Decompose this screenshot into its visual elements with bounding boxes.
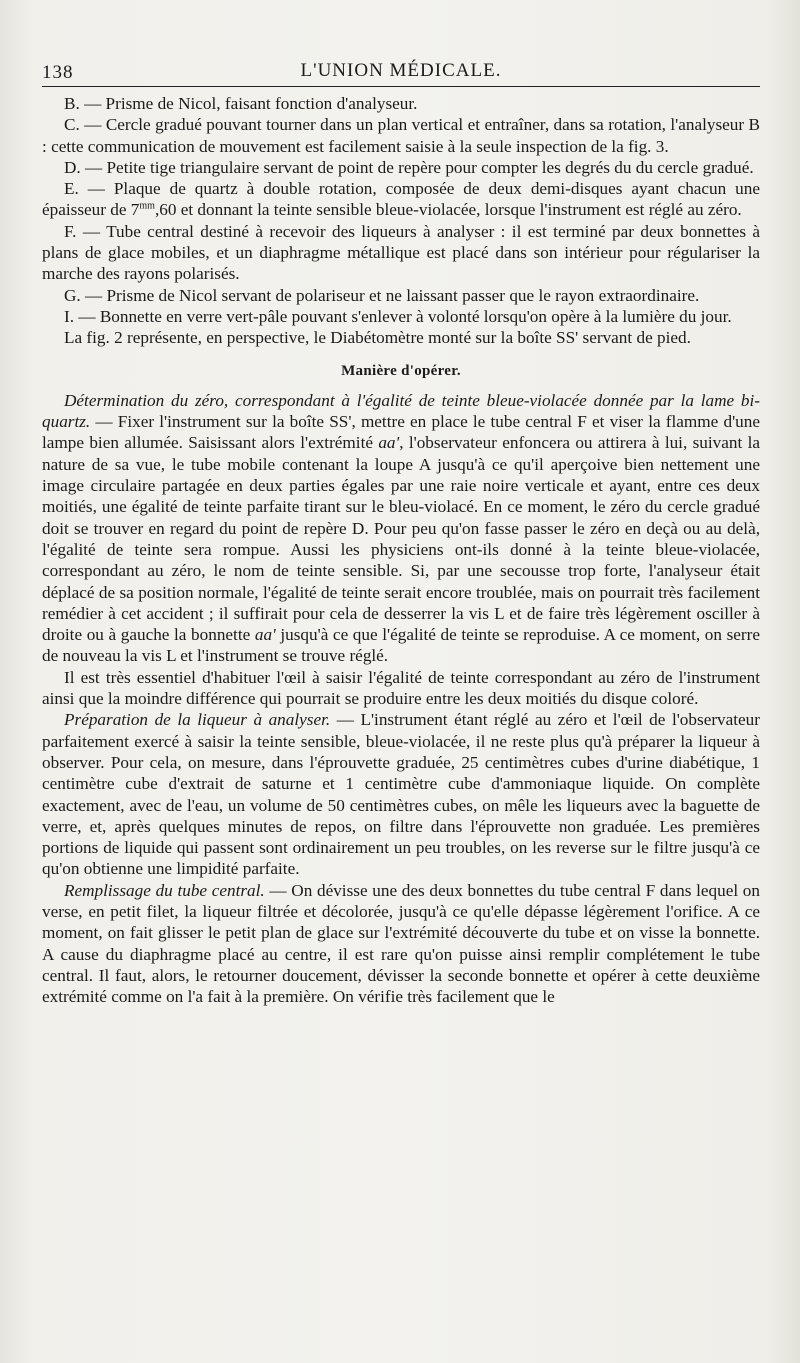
journal-title: L'UNION MÉDICALE. [300, 60, 502, 81]
legend-entry-f: F. — Tube central destiné à recevoir des liqueurs à analyser : il est terminé par deux bonnettes à plans de glace mobiles, et un diaphragme métallique est placé dans son intérieur pour régulariser la marche des rayons polarisés. [42, 221, 760, 284]
filling-title: Remplissage du tube central. [64, 880, 265, 900]
page-number: 138 [42, 62, 74, 83]
legend-entry-d: D. — Petite tige triangulaire servant de point de repère pour compter les degrés du du cercle gradué. [64, 157, 754, 177]
zero-determination-title: Détermination du zéro, correspondant à l'égalité de teinte bleue-violacée donnée par la lame bi-quartz. [42, 390, 760, 432]
filling-paragraph: Remplissage du tube central. — On dévisse une des deux bonnettes du tube central F dans lequel on verse, en petit filet, la liqueur filtrée et décolorée, jusqu'à ce qu'elle dépasse légèrement l'orifice. A ce moment, on fait glisser le petit plan de glace sur l'extrémité découverte du tube et on visse la bonnette. A cause du diaphragme placé au centre, il est rare qu'on puisse ainsi remplir complétement le tube central. Il faut, alors, le retourner doucement, dévisser la seconde bonnette et opérer à cette deuxième extrémité comme on l'a fait à la première. On vérifie très facilement que le [42, 880, 760, 1007]
section-heading: Manière d'opérer. [341, 362, 461, 379]
legend-entry-b: B. — Prisme de Nicol, faisant fonction d'analyseur. [64, 94, 418, 113]
figure-paragraph: La fig. 2 représente, en perspective, le Diabétomètre monté sur la boîte SS' servant de pied. [64, 328, 691, 348]
legend-entry-g: G. — Prisme de Nicol servant de polariseur et ne laissant passer que le rayon extraordinaire. [64, 285, 700, 305]
legend-entry-c: C. — Cercle gradué pouvant tourner dans un plan vertical et entraîner, dans sa rotation, l'analyseur B : cette communication de mouvement est facilement saisie à la seule inspection de la fig. 3. [42, 115, 761, 156]
body-text [42, 93, 760, 1007]
running-head [42, 52, 760, 86]
legend-entry-e: E. — Plaque de quartz à double rotation, composée de deux demi-disques ayant chacun une épaisseur de $7^{mm},60$ et donnant la teinte sensible bleue-violacée, lorsque l'instrument est réglé au zéro. [42, 179, 760, 220]
essential-paragraph: Il est très essentiel d'habituer l'œil à saisir l'égalité de teinte correspondant au zéro de l'instrument ainsi que la moindre différence qui pourrait se produire entre les deux moitiés du disque coloré. [42, 667, 760, 709]
legend-entry-i: I. — Bonnette en verre vert-pâle pouvant s'enlever à volonté lorsqu'on opère à la lumière du jour. [64, 306, 732, 326]
header-rule [42, 86, 760, 87]
zero-determination-paragraph: Détermination du zéro, correspondant à l'égalité de teinte bleue-violacée donnée par la lame bi-quartz. — Fixer l'instrument sur la boîte SS', mettre en place le tube central F et viser la flamme d'une lampe bien allumée. Saisissant alors l'extrémité aa', l'observateur enfoncera ou attirera à lui, suivant la nature de sa vue, le tube mobile contenant la loupe A jusqu'à ce qu'il aperçoive bien nettement une image circulaire partagée en deux parties égales par une raie noire verticale et ayant, entre ces deux moitiés, une égalité de teinte parfaite tirant sur le bleu-violacé. En ce moment, le zéro du cercle gradué doit se trouver en regard du point de repère D. Pour peu qu'on fasse passer le zéro en deçà ou au delà, l'égalité de teinte sera rompue. Aussi les physiciens ont-ils donné à la teinte bleue-violacée, correspondant au zéro, le nom de teinte sensible. Si, par une secousse trop forte, l'analyseur était déplacé de sa position normale, l'égalité de teinte serait encore troublée, mais on pourrait très facilement remédier à cet accident ; il suffirait pour cela de desserrer la vis L et de faire très légèrement osciller à droite ou à gauche la bonnette aa' jusqu'à ce que l'égalité de teinte se reproduise. A ce moment, on serre de nouveau la vis L et l'instrument se trouve réglé. [42, 390, 760, 666]
preparation-title: Préparation de la liqueur à analyser. [64, 710, 331, 730]
preparation-paragraph: Préparation de la liqueur à analyser. — L'instrument étant réglé au zéro et l'œil de l'observateur parfaitement exercé à saisir la teinte sensible, bleue-violacée, il ne reste plus qu'à préparer la liqueur à observer. Pour cela, on mesure, dans l'éprouvette graduée, 25 centimètres cubes d'urine diabétique, 1 centimètre cube d'extrait de saturne et 1 centimètre cube d'ammoniaque liquide. On complète exactement, avec de l'eau, un volume de 50 centimètres cubes, on mêle les liqueurs avec la baguette de verre, et, après quelques minutes de repos, on filtre dans l'éprouvette non graduée. Les premières portions de liquide qui passent sont ordinairement un peu troubles, on les reverse sur le filtre jusqu'à ce qu'on obtienne une limpidité parfaite. [42, 710, 760, 879]
